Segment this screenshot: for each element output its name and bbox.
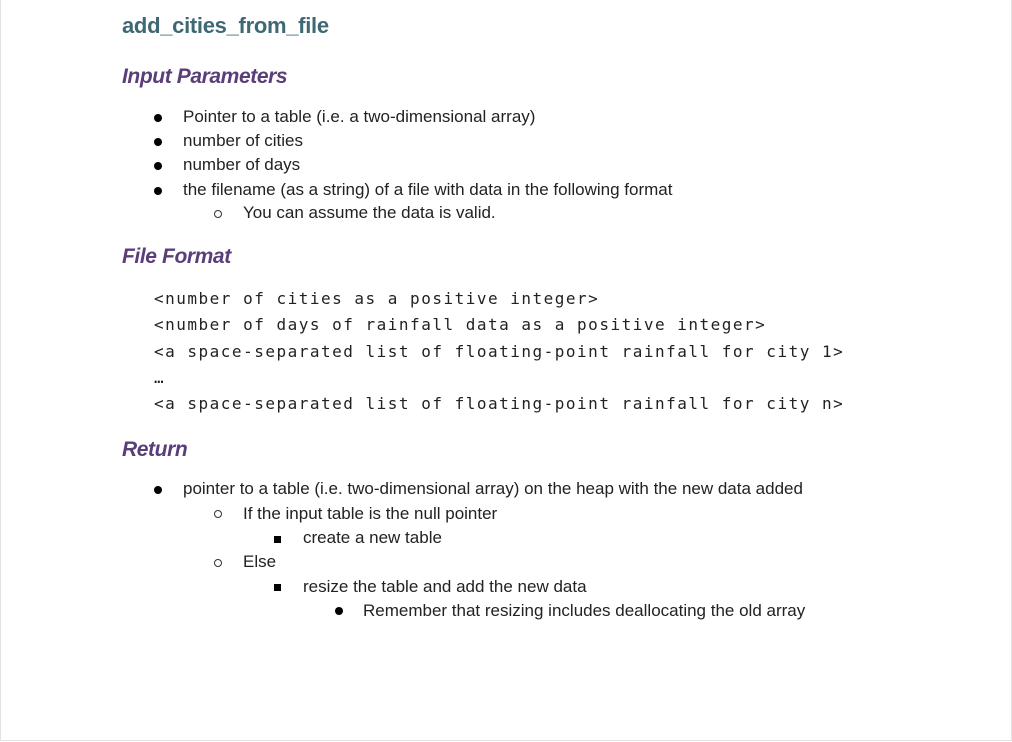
- bullet-disc-icon: [154, 162, 162, 170]
- bullet-disc-icon: [154, 187, 162, 195]
- sub-list-item-text: You can assume the data is valid.: [243, 203, 496, 222]
- list-item-text: number of days: [183, 155, 301, 174]
- file-format-heading: File Format: [122, 245, 231, 268]
- code-line: <number of days of rainfall data as a positive integer>: [154, 315, 767, 334]
- return-heading: Return: [122, 438, 188, 461]
- list-item-text: Pointer to a table (i.e. a two-dimensional array): [183, 107, 536, 126]
- code-line-ellipsis: …: [154, 368, 164, 387]
- bullet-disc-icon: [154, 114, 162, 122]
- code-line: <number of cities as a positive integer>: [154, 289, 600, 308]
- bullet-disc-icon: [335, 607, 343, 615]
- bullet-circle-icon: [214, 510, 222, 518]
- bullet-disc-icon: [154, 486, 162, 494]
- bullet-disc-icon: [154, 138, 162, 146]
- sub-list-item-text: If the input table is the null pointer: [243, 504, 498, 523]
- sub-sub-list-item-text: create a new table: [303, 528, 442, 547]
- code-line: <a space-separated list of floating-point rainfall for city n>: [154, 394, 845, 413]
- sub-sub-list-item-text: resize the table and add the new data: [303, 577, 587, 596]
- bullet-circle-icon: [214, 210, 222, 218]
- input-parameters-heading: Input Parameters: [122, 65, 288, 88]
- bullet-square-icon: [274, 584, 281, 591]
- function-title: add_cities_from_file: [122, 13, 329, 38]
- sub-sub-sub-list-item-text: Remember that resizing includes deallocating the old array: [363, 601, 806, 620]
- code-line: <a space-separated list of floating-point rainfall for city 1>: [154, 342, 845, 361]
- sub-list-item-text: Else: [243, 552, 277, 571]
- bullet-square-icon: [274, 536, 281, 543]
- bullet-circle-icon: [214, 559, 222, 567]
- list-item-text: pointer to a table (i.e. two-dimensional array) on the heap with the new data added: [183, 479, 803, 498]
- list-item-text: number of cities: [183, 131, 303, 150]
- list-item-text: the filename (as a string) of a file with data in the following format: [183, 180, 673, 199]
